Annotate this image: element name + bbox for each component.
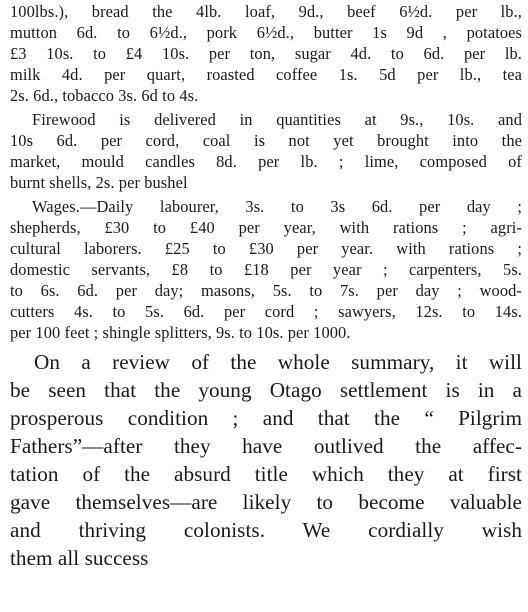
text-line: prosperous condition ; and that the “ Pilgrim [10, 406, 522, 430]
text-line: domestic servants, £8 to £18 per year ; carpenters, 5s. [10, 260, 522, 279]
text-line: burnt shells, 2s. per bushel [10, 173, 188, 192]
text-line: to 6s. 6d. per day; masons, 5s. to 7s. per day ; wood- [10, 281, 522, 300]
text-line: 100lbs.), bread the 4lb. loaf, 9d., beef 6½d. per lb., [10, 2, 522, 21]
text-line: 2s. 6d., tobacco 3s. 6d to 4s. [10, 86, 199, 105]
text-line: 10s 6d. per cord, coal is not yet brought into the [10, 131, 522, 150]
text-line: cutters 4s. to 5s. 6d. per cord ; sawyers, 12s. to 14s. [10, 302, 522, 321]
text-line: mutton 6d. to 6½d., pork 6½d., butter 1s 9d , potatoes [10, 23, 522, 42]
text-line: On a review of the whole summary, it will [34, 350, 522, 374]
text-line: cultural laborers. £25 to £30 per year. with rations ; [10, 239, 522, 258]
text-line: £3 10s. to £4 10s. per ton, sugar 4d. to 6d. per lb. [10, 44, 522, 63]
text-line: Firewood is delivered in quantities at 9s., 10s. and [32, 110, 522, 129]
text-line: gave themselves—are likely to become valuable [10, 490, 522, 514]
text-line: shepherds, £30 to £40 per year, with rations ; agri- [10, 218, 522, 237]
text-line: milk 4d. per quart, roasted coffee 1s. 5d per lb., tea [10, 65, 522, 84]
text-line: market, mould candles 8d. per lb. ; lime, composed of [10, 152, 522, 171]
text-line: be seen that the young Otago settlement is in a [10, 378, 522, 402]
text-line: Wages.—Daily labourer, 3s. to 3s 6d. per day ; [32, 197, 522, 216]
text-line: Fathers”—after they have outlived the affec- [10, 434, 522, 458]
text-line: and thriving colonists. We cordially wish [10, 518, 522, 542]
text-line: tation of the absurd title which they at first [10, 462, 522, 486]
text-line: them all success [10, 546, 149, 570]
text-line: per 100 feet ; shingle splitters, 9s. to 10s. per 1000. [10, 323, 351, 342]
